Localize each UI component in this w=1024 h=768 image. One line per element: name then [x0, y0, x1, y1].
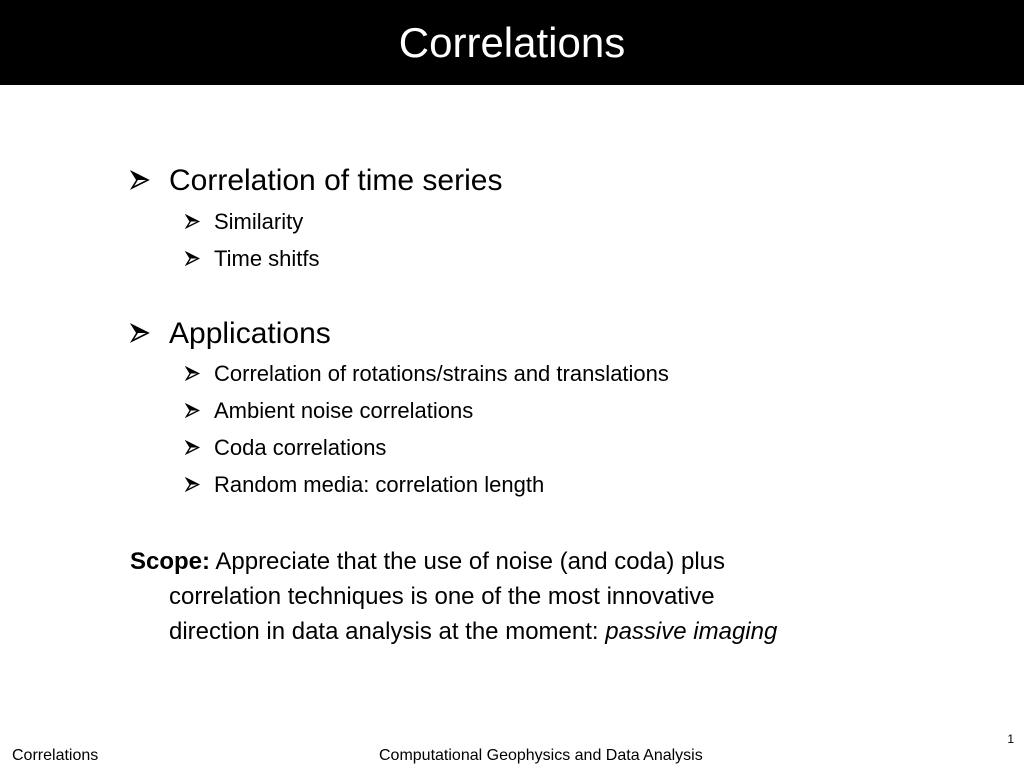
sub-bullet-label: Time shitfs — [214, 246, 320, 271]
arrow-bullet-icon — [185, 472, 214, 498]
sub-bullet-item — [185, 244, 320, 274]
sub-bullet-label: Ambient noise correlations — [214, 398, 474, 423]
sub-bullet-label: Similarity — [214, 209, 304, 234]
arrow-bullet-icon — [185, 435, 214, 461]
sub-bullet-label: Random media: correlation length — [214, 472, 545, 497]
scope-line — [130, 614, 930, 649]
sub-bullet-item — [185, 359, 669, 389]
title-bar — [0, 0, 1024, 85]
footer-left-text: Correlations — [12, 747, 99, 764]
sub-bullet-item — [185, 433, 386, 463]
sub-bullet-item — [185, 396, 473, 426]
scope-line — [130, 544, 930, 579]
arrow-bullet-icon — [185, 398, 214, 424]
footer-center-text: Computational Geophysics and Data Analysis — [379, 747, 703, 764]
arrow-bullet-icon — [185, 246, 214, 272]
bullet-item — [130, 314, 331, 354]
sub-bullet-label: Correlation of rotations/strains and translations — [214, 361, 669, 386]
sub-bullet-item — [185, 207, 303, 237]
bullet-item — [130, 161, 502, 201]
arrow-bullet-icon — [185, 209, 214, 235]
scope-paragraph — [130, 544, 930, 649]
slide-title: Correlations — [398, 18, 626, 66]
scope-line — [130, 579, 930, 614]
scope-emphasis: passive imaging — [605, 618, 778, 645]
bullet-label: Applications — [169, 317, 331, 350]
scope-text: Appreciate that the use of noise (and coda) plus — [215, 548, 726, 575]
scope-text: direction in data analysis at the moment: — [169, 618, 599, 645]
scope-text: correlation techniques is one of the most innovative — [169, 583, 715, 610]
bullet-label: Correlation of time series — [169, 164, 503, 197]
arrow-bullet-icon — [185, 361, 214, 387]
sub-bullet-label: Coda correlations — [214, 435, 387, 460]
scope-label: Scope: — [130, 548, 211, 575]
arrow-bullet-icon — [130, 164, 169, 198]
page-number: 1 — [1007, 732, 1014, 746]
arrow-bullet-icon — [130, 317, 169, 351]
sub-bullet-item — [185, 470, 544, 500]
